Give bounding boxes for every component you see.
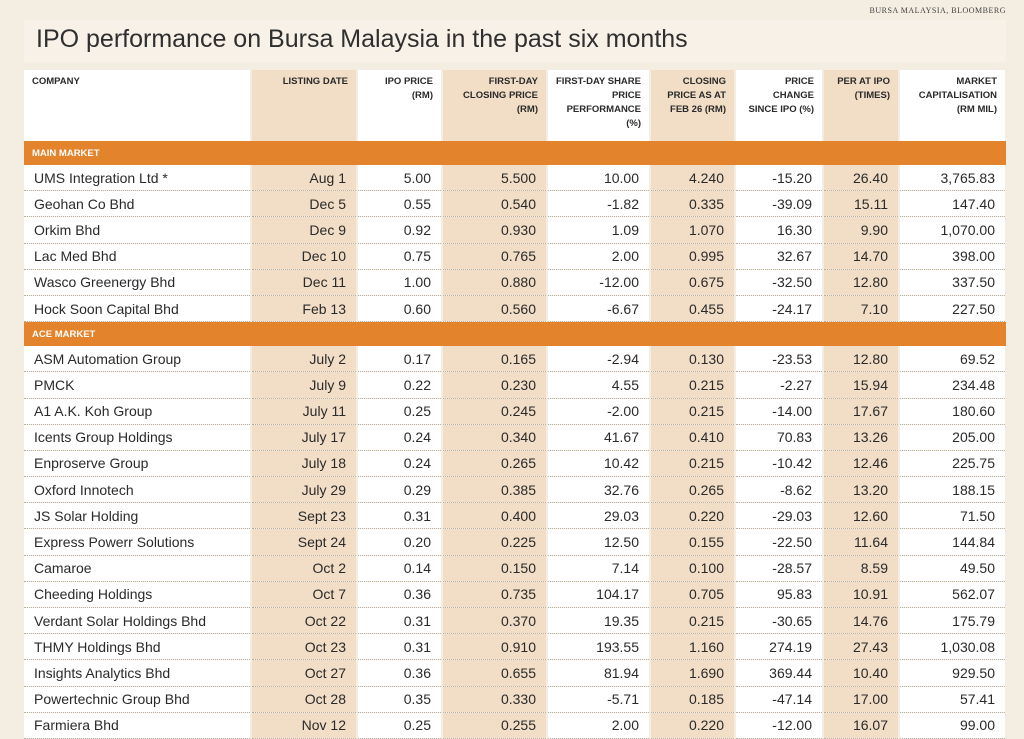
cell-market-cap: 71.50 — [899, 503, 1006, 529]
cell-market-cap: 57.41 — [899, 686, 1006, 712]
cell-first-day-closing-price: 0.245 — [442, 398, 547, 424]
column-header-per-at-ipo: PER AT IPO (TIMES) — [823, 70, 899, 141]
cell-market-cap: 227.50 — [899, 295, 1006, 321]
cell-market-cap: 175.79 — [899, 608, 1006, 634]
cell-per-at-ipo: 12.46 — [823, 450, 899, 476]
cell-closing-price-feb26: 0.705 — [650, 581, 735, 607]
cell-per-at-ipo: 17.67 — [823, 398, 899, 424]
cell-company: ASM Automation Group — [24, 346, 251, 372]
cell-listing-date: Dec 11 — [251, 269, 357, 295]
cell-first-day-closing-price: 0.165 — [442, 346, 547, 372]
cell-market-cap: 337.50 — [899, 269, 1006, 295]
cell-market-cap: 147.40 — [899, 191, 1006, 217]
cell-per-at-ipo: 12.80 — [823, 269, 899, 295]
page-title: IPO performance on Bursa Malaysia in the past six months — [36, 25, 688, 53]
header-row — [24, 70, 1006, 141]
cell-ipo-price: 0.31 — [357, 503, 442, 529]
cell-first-day-performance: -12.00 — [547, 269, 650, 295]
cell-price-change: -12.00 — [735, 712, 823, 738]
cell-first-day-performance: 32.76 — [547, 477, 650, 503]
cell-closing-price-feb26: 0.215 — [650, 398, 735, 424]
cell-price-change: 16.30 — [735, 217, 823, 243]
cell-first-day-closing-price: 0.560 — [442, 295, 547, 321]
cell-price-change: -23.53 — [735, 346, 823, 372]
cell-market-cap: 205.00 — [899, 424, 1006, 450]
cell-ipo-price: 1.00 — [357, 269, 442, 295]
cell-company: Express Powerr Solutions — [24, 529, 251, 555]
cell-listing-date: July 9 — [251, 372, 357, 398]
cell-closing-price-feb26: 0.185 — [650, 686, 735, 712]
table-row — [24, 217, 1006, 243]
cell-per-at-ipo: 14.70 — [823, 243, 899, 269]
cell-price-change: 70.83 — [735, 424, 823, 450]
cell-price-change: -39.09 — [735, 191, 823, 217]
table-row — [24, 269, 1006, 295]
cell-ipo-price: 0.25 — [357, 398, 442, 424]
cell-per-at-ipo: 9.90 — [823, 217, 899, 243]
cell-per-at-ipo: 14.76 — [823, 608, 899, 634]
table-row — [24, 581, 1006, 607]
column-header-listing-date: LISTING DATE — [251, 70, 357, 141]
cell-market-cap: 3,765.83 — [899, 165, 1006, 191]
table-body — [24, 141, 1006, 738]
cell-market-cap: 144.84 — [899, 529, 1006, 555]
cell-ipo-price: 0.25 — [357, 712, 442, 738]
cell-first-day-performance: 1.09 — [547, 217, 650, 243]
cell-first-day-performance: 10.00 — [547, 165, 650, 191]
cell-per-at-ipo: 8.59 — [823, 555, 899, 581]
cell-market-cap: 225.75 — [899, 450, 1006, 476]
cell-ipo-price: 0.31 — [357, 608, 442, 634]
cell-price-change: 95.83 — [735, 581, 823, 607]
cell-company: Hock Soon Capital Bhd — [24, 295, 251, 321]
cell-ipo-price: 0.24 — [357, 424, 442, 450]
table-row — [24, 608, 1006, 634]
cell-company: Enproserve Group — [24, 450, 251, 476]
cell-first-day-performance: 41.67 — [547, 424, 650, 450]
cell-closing-price-feb26: 0.335 — [650, 191, 735, 217]
cell-first-day-performance: 4.55 — [547, 372, 650, 398]
cell-per-at-ipo: 12.80 — [823, 346, 899, 372]
cell-company: Camaroe — [24, 555, 251, 581]
table-row — [24, 372, 1006, 398]
cell-company: Oxford Innotech — [24, 477, 251, 503]
cell-price-change: -29.03 — [735, 503, 823, 529]
cell-first-day-performance: -2.00 — [547, 398, 650, 424]
cell-closing-price-feb26: 0.155 — [650, 529, 735, 555]
cell-market-cap: 180.60 — [899, 398, 1006, 424]
column-header-company: COMPANY — [24, 70, 251, 141]
cell-per-at-ipo: 15.94 — [823, 372, 899, 398]
cell-listing-date: Sept 23 — [251, 503, 357, 529]
cell-first-day-performance: 193.55 — [547, 634, 650, 660]
cell-listing-date: Feb 13 — [251, 295, 357, 321]
table-row — [24, 660, 1006, 686]
cell-price-change: -24.17 — [735, 295, 823, 321]
section-header-row — [24, 141, 1006, 165]
table-row — [24, 477, 1006, 503]
table-row — [24, 191, 1006, 217]
cell-first-day-closing-price: 0.370 — [442, 608, 547, 634]
cell-price-change: -47.14 — [735, 686, 823, 712]
cell-ipo-price: 0.31 — [357, 634, 442, 660]
cell-per-at-ipo: 10.40 — [823, 660, 899, 686]
cell-listing-date: July 18 — [251, 450, 357, 476]
section-label: MAIN MARKET — [24, 141, 1006, 165]
table-row — [24, 529, 1006, 555]
cell-closing-price-feb26: 0.455 — [650, 295, 735, 321]
cell-ipo-price: 0.14 — [357, 555, 442, 581]
cell-ipo-price: 0.75 — [357, 243, 442, 269]
cell-listing-date: Dec 10 — [251, 243, 357, 269]
cell-price-change: -14.00 — [735, 398, 823, 424]
cell-company: Lac Med Bhd — [24, 243, 251, 269]
cell-closing-price-feb26: 0.995 — [650, 243, 735, 269]
table-row — [24, 712, 1006, 738]
source-credit: BURSA MALAYSIA, BLOOMBERG — [869, 6, 1006, 15]
cell-market-cap: 234.48 — [899, 372, 1006, 398]
cell-per-at-ipo: 7.10 — [823, 295, 899, 321]
table-row — [24, 295, 1006, 321]
cell-per-at-ipo: 13.20 — [823, 477, 899, 503]
cell-listing-date: Oct 2 — [251, 555, 357, 581]
cell-per-at-ipo: 12.60 — [823, 503, 899, 529]
cell-market-cap: 188.15 — [899, 477, 1006, 503]
table-row — [24, 686, 1006, 712]
cell-ipo-price: 0.24 — [357, 450, 442, 476]
cell-closing-price-feb26: 0.675 — [650, 269, 735, 295]
cell-ipo-price: 0.22 — [357, 372, 442, 398]
cell-listing-date: July 17 — [251, 424, 357, 450]
cell-market-cap: 398.00 — [899, 243, 1006, 269]
cell-first-day-closing-price: 0.330 — [442, 686, 547, 712]
cell-listing-date: July 11 — [251, 398, 357, 424]
cell-listing-date: Oct 27 — [251, 660, 357, 686]
cell-price-change: -32.50 — [735, 269, 823, 295]
cell-market-cap: 69.52 — [899, 346, 1006, 372]
cell-first-day-performance: 12.50 — [547, 529, 650, 555]
cell-market-cap: 1,030.08 — [899, 634, 1006, 660]
column-header-first-day-performance: FIRST-DAY SHARE PRICE PERFORMANCE (%) — [547, 70, 650, 141]
column-header-ipo-price: IPO PRICE (RM) — [357, 70, 442, 141]
column-header-market-cap: MARKET CAPITALISATION (RM MIL) — [899, 70, 1006, 141]
cell-closing-price-feb26: 0.100 — [650, 555, 735, 581]
cell-company: UMS Integration Ltd * — [24, 165, 251, 191]
cell-first-day-performance: 19.35 — [547, 608, 650, 634]
cell-listing-date: Nov 12 — [251, 712, 357, 738]
cell-per-at-ipo: 26.40 — [823, 165, 899, 191]
cell-company: Icents Group Holdings — [24, 424, 251, 450]
cell-first-day-performance: -1.82 — [547, 191, 650, 217]
cell-listing-date: Oct 28 — [251, 686, 357, 712]
cell-listing-date: July 29 — [251, 477, 357, 503]
cell-listing-date: Sept 24 — [251, 529, 357, 555]
cell-company: Cheeding Holdings — [24, 581, 251, 607]
cell-first-day-closing-price: 0.540 — [442, 191, 547, 217]
cell-price-change: -28.57 — [735, 555, 823, 581]
column-header-closing-price-feb26: CLOSING PRICE AS AT FEB 26 (RM) — [650, 70, 735, 141]
cell-listing-date: Aug 1 — [251, 165, 357, 191]
cell-per-at-ipo: 13.26 — [823, 424, 899, 450]
cell-first-day-closing-price: 0.655 — [442, 660, 547, 686]
cell-price-change: -15.20 — [735, 165, 823, 191]
cell-company: Insights Analytics Bhd — [24, 660, 251, 686]
cell-company: Orkim Bhd — [24, 217, 251, 243]
cell-closing-price-feb26: 0.265 — [650, 477, 735, 503]
table-row — [24, 450, 1006, 476]
cell-first-day-performance: -6.67 — [547, 295, 650, 321]
cell-market-cap: 562.07 — [899, 581, 1006, 607]
cell-first-day-closing-price: 0.735 — [442, 581, 547, 607]
cell-company: Verdant Solar Holdings Bhd — [24, 608, 251, 634]
cell-market-cap: 1,070.00 — [899, 217, 1006, 243]
cell-closing-price-feb26: 0.410 — [650, 424, 735, 450]
cell-ipo-price: 0.20 — [357, 529, 442, 555]
cell-listing-date: July 2 — [251, 346, 357, 372]
cell-ipo-price: 0.35 — [357, 686, 442, 712]
cell-per-at-ipo: 27.43 — [823, 634, 899, 660]
section-label: ACE MARKET — [24, 322, 1006, 347]
cell-closing-price-feb26: 0.130 — [650, 346, 735, 372]
cell-price-change: 369.44 — [735, 660, 823, 686]
cell-price-change: -22.50 — [735, 529, 823, 555]
cell-first-day-closing-price: 0.230 — [442, 372, 547, 398]
cell-first-day-closing-price: 0.385 — [442, 477, 547, 503]
cell-price-change: -10.42 — [735, 450, 823, 476]
column-header-first-day-closing-price: FIRST-DAY CLOSING PRICE (RM) — [442, 70, 547, 141]
cell-market-cap: 99.00 — [899, 712, 1006, 738]
cell-ipo-price: 0.17 — [357, 346, 442, 372]
cell-first-day-performance: 2.00 — [547, 712, 650, 738]
cell-first-day-performance: -2.94 — [547, 346, 650, 372]
cell-per-at-ipo: 16.07 — [823, 712, 899, 738]
cell-closing-price-feb26: 1.070 — [650, 217, 735, 243]
cell-ipo-price: 0.36 — [357, 660, 442, 686]
cell-first-day-closing-price: 0.265 — [442, 450, 547, 476]
cell-first-day-performance: 7.14 — [547, 555, 650, 581]
cell-listing-date: Oct 7 — [251, 581, 357, 607]
cell-ipo-price: 5.00 — [357, 165, 442, 191]
cell-closing-price-feb26: 1.160 — [650, 634, 735, 660]
cell-listing-date: Dec 5 — [251, 191, 357, 217]
cell-closing-price-feb26: 0.215 — [650, 450, 735, 476]
column-header-price-change: PRICE CHANGE SINCE IPO (%) — [735, 70, 823, 141]
cell-first-day-closing-price: 0.225 — [442, 529, 547, 555]
cell-first-day-performance: -5.71 — [547, 686, 650, 712]
cell-listing-date: Oct 23 — [251, 634, 357, 660]
cell-price-change: -30.65 — [735, 608, 823, 634]
cell-first-day-closing-price: 0.880 — [442, 269, 547, 295]
table-row — [24, 398, 1006, 424]
cell-company: A1 A.K. Koh Group — [24, 398, 251, 424]
cell-first-day-performance: 10.42 — [547, 450, 650, 476]
cell-first-day-performance: 81.94 — [547, 660, 650, 686]
cell-price-change: 274.19 — [735, 634, 823, 660]
cell-company: Farmiera Bhd — [24, 712, 251, 738]
cell-first-day-closing-price: 5.500 — [442, 165, 547, 191]
cell-closing-price-feb26: 4.240 — [650, 165, 735, 191]
section-header-row — [24, 322, 1006, 347]
table-row — [24, 424, 1006, 450]
cell-per-at-ipo: 11.64 — [823, 529, 899, 555]
cell-company: Powertechnic Group Bhd — [24, 686, 251, 712]
cell-market-cap: 929.50 — [899, 660, 1006, 686]
table-row — [24, 243, 1006, 269]
cell-ipo-price: 0.29 — [357, 477, 442, 503]
cell-company: Geohan Co Bhd — [24, 191, 251, 217]
cell-market-cap: 49.50 — [899, 555, 1006, 581]
cell-listing-date: Oct 22 — [251, 608, 357, 634]
cell-ipo-price: 0.60 — [357, 295, 442, 321]
table-row — [24, 503, 1006, 529]
cell-first-day-closing-price: 0.765 — [442, 243, 547, 269]
cell-first-day-closing-price: 0.930 — [442, 217, 547, 243]
cell-first-day-closing-price: 0.910 — [442, 634, 547, 660]
cell-per-at-ipo: 10.91 — [823, 581, 899, 607]
cell-first-day-performance: 2.00 — [547, 243, 650, 269]
cell-company: PMCK — [24, 372, 251, 398]
table-row — [24, 346, 1006, 372]
table-row — [24, 555, 1006, 581]
cell-closing-price-feb26: 0.215 — [650, 372, 735, 398]
cell-listing-date: Dec 9 — [251, 217, 357, 243]
cell-closing-price-feb26: 1.690 — [650, 660, 735, 686]
cell-company: JS Solar Holding — [24, 503, 251, 529]
cell-company: Wasco Greenergy Bhd — [24, 269, 251, 295]
cell-closing-price-feb26: 0.220 — [650, 712, 735, 738]
cell-first-day-performance: 29.03 — [547, 503, 650, 529]
cell-price-change: 32.67 — [735, 243, 823, 269]
cell-per-at-ipo: 15.11 — [823, 191, 899, 217]
cell-ipo-price: 0.36 — [357, 581, 442, 607]
table-row — [24, 634, 1006, 660]
cell-closing-price-feb26: 0.215 — [650, 608, 735, 634]
cell-ipo-price: 0.92 — [357, 217, 442, 243]
cell-closing-price-feb26: 0.220 — [650, 503, 735, 529]
cell-first-day-closing-price: 0.400 — [442, 503, 547, 529]
cell-first-day-closing-price: 0.255 — [442, 712, 547, 738]
cell-first-day-performance: 104.17 — [547, 581, 650, 607]
cell-per-at-ipo: 17.00 — [823, 686, 899, 712]
cell-price-change: -2.27 — [735, 372, 823, 398]
cell-ipo-price: 0.55 — [357, 191, 442, 217]
cell-first-day-closing-price: 0.150 — [442, 555, 547, 581]
cell-price-change: -8.62 — [735, 477, 823, 503]
table-row — [24, 165, 1006, 191]
ipo-table — [24, 70, 1007, 739]
cell-first-day-closing-price: 0.340 — [442, 424, 547, 450]
cell-company: THMY Holdings Bhd — [24, 634, 251, 660]
title-bar — [24, 20, 1006, 62]
